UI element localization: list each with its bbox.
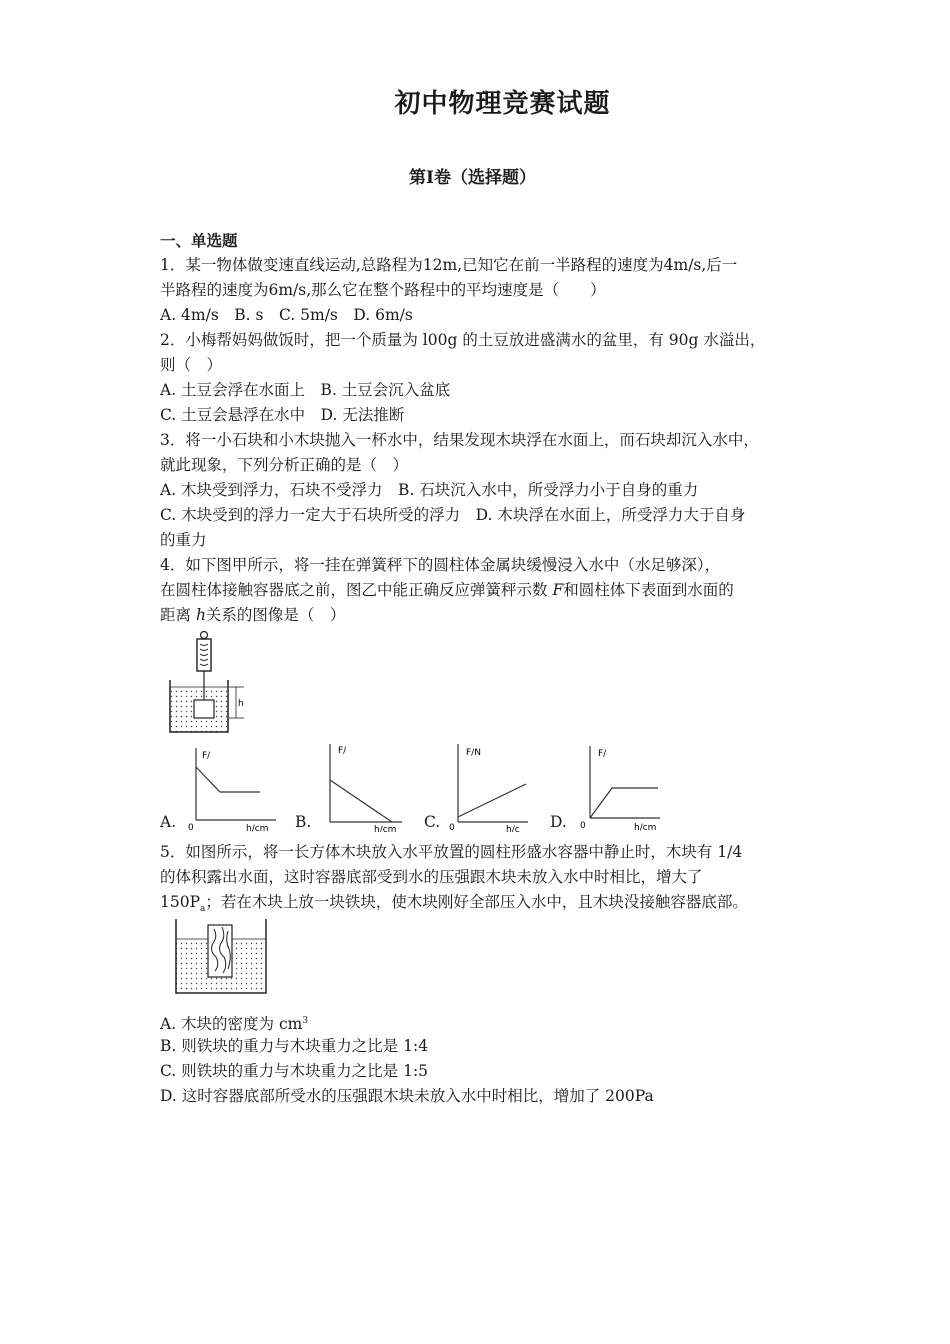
q5-option-a: A. 木块的密度为 $cm^3$ <box>160 1015 309 1034</box>
graph-d-curve <box>590 788 658 818</box>
spring-scale-figure <box>160 630 250 742</box>
wooden-block-figure <box>170 917 280 1003</box>
fig-h-label: h <box>238 699 244 709</box>
graph-b-xlabel: h/cm <box>374 825 397 832</box>
q4-line2: 在圆柱体接触容器底之前，图乙中能正确反应弹簧秤示数 F和圆柱体下表面到水面的 <box>160 581 734 599</box>
graph-c-xlabel: h/c <box>506 825 520 832</box>
q2-line1: 2．小梅帮妈妈做饭时，把一个质量为 l00g 的土豆放进盛满水的盆里，有 90g 水溢出， <box>160 331 766 349</box>
q3-line2: 就此现象，下列分析正确的是（ ） <box>160 456 409 474</box>
graph-c <box>448 742 538 832</box>
q3-line1: 3．将一小石块和小木块抛入一杯水中，结果发现木块浮在水面上，而石块却沉入水中， <box>160 431 759 449</box>
q4-option-b-label: B. <box>295 813 312 831</box>
graph-c-origin: 0 <box>449 823 455 832</box>
graph-d-origin: 0 <box>580 821 586 831</box>
graph-a-curve <box>196 767 260 792</box>
graph-d-xlabel: h/cm <box>634 823 657 832</box>
q4-line1: 4．如下图甲所示，将一挂在弹簧秤下的圆柱体金属块缓慢浸入水中（水足够深）， <box>160 556 721 574</box>
page-title: 初中物理竞赛试题 <box>394 89 611 119</box>
section-heading: 一、单选题 <box>160 231 238 250</box>
q2-options-ab: A. 土豆会浮在水面上 B. 土豆会沉入盆底 <box>160 381 451 399</box>
metal-cylinder <box>194 700 214 718</box>
q5-line1: 5．如图所示，将一长方体木块放入水平放置的圆柱形盛水容器中静止时，木块有 1/4 <box>160 843 743 861</box>
section-subtitle: 第I卷（选择题） <box>409 168 536 188</box>
q1-line2: 半路程的速度为6m/s,那么它在整个路程中的平均速度是（ ） <box>160 281 606 299</box>
graph-a-origin: 0 <box>188 823 194 832</box>
graph-b-ylabel: F/ <box>338 746 347 756</box>
q1-options: A. 4m/s B. s C. 5m/s D. 6m/s <box>160 306 413 324</box>
q4-option-c-label: C. <box>424 813 441 831</box>
q3-options-cd-1: C. 木块受到的浮力一定大于石块所受的浮力 D. 木块浮在水面上，所受浮力大于自身 <box>160 506 746 524</box>
graph-b-curve <box>330 780 392 822</box>
var-f: F <box>552 581 564 599</box>
graph-d <box>578 742 668 832</box>
q5-option-b: B. 则铁块的重力与木块重力之比是 1:4 <box>160 1037 429 1055</box>
graph-d-ylabel: F/ <box>598 749 607 759</box>
q5-line3: $150P_a$；若在木块上放一块铁块，使木块刚好全部压入水中，且木块没接触容器底部。 <box>160 893 748 915</box>
q4-option-graphs <box>160 742 800 832</box>
graph-a-xlabel: h/cm <box>246 824 269 832</box>
q2-line2: 则（ ） <box>160 356 223 374</box>
q5-line2: 的体积露出水面，这时容器底部受到水的压强跟木块未放入水中时相比，增大了 <box>160 868 703 886</box>
q4-option-d-label: D. <box>550 813 567 831</box>
graph-a <box>182 742 282 832</box>
question-content <box>160 228 800 1109</box>
q4-option-a-label: A. <box>160 813 177 831</box>
spring-hook-icon <box>201 632 208 639</box>
q3-options-cd-2: 的重力 <box>160 531 207 549</box>
var-h: h <box>195 606 206 624</box>
q2-options-cd: C. 土豆会悬浮在水中 D. 无法推断 <box>160 406 405 424</box>
graph-a-ylabel: F/ <box>202 751 211 761</box>
q3-options-ab: A. 木块受到浮力，石块不受浮力 B. 石块沉入水中，所受浮力小于自身的重力 <box>160 481 699 499</box>
q5-option-c: C. 则铁块的重力与木块重力之比是 1:5 <box>160 1062 429 1080</box>
q1-line1: 1．某一物体做变速直线运动,总路程为12m,已知它在前一半路程的速度为4m/s,后一 <box>160 256 738 274</box>
q5-option-d: D. 这时容器底部所受水的压强跟木块未放入水中时相比，增加了 200Pa <box>160 1087 654 1105</box>
graph-b <box>318 742 410 832</box>
q4-line3: 距离 h关系的图像是（ ） <box>160 606 346 624</box>
graph-c-ylabel: F/N <box>466 748 481 758</box>
graph-c-curve <box>458 784 526 817</box>
